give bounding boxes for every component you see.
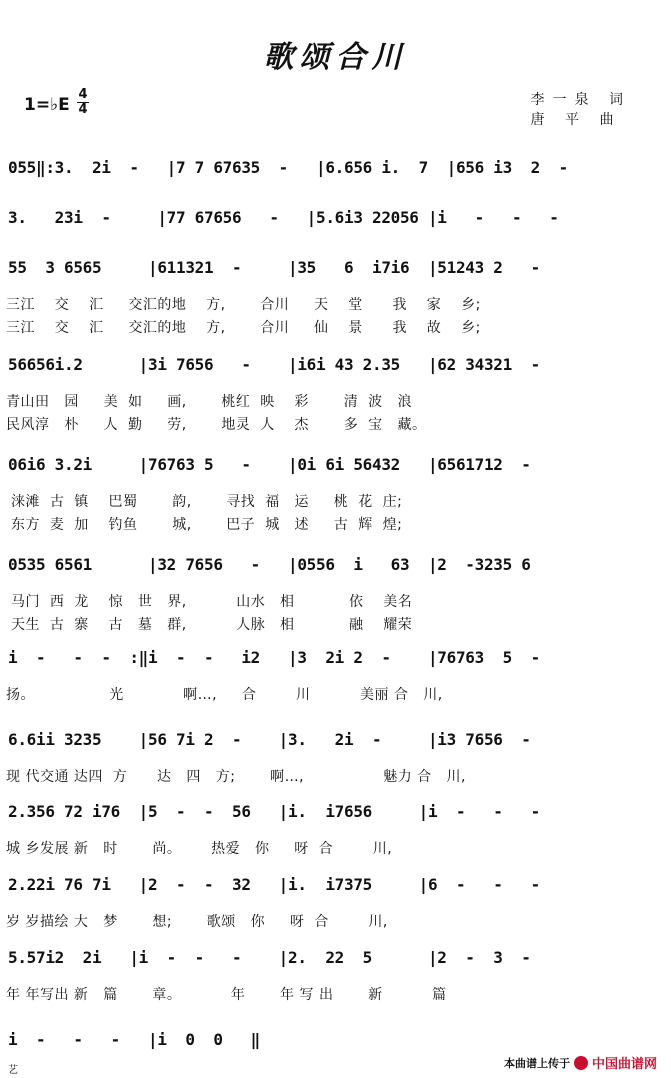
lyric-line: 扬。 光 啊…, 合 川 美丽 合 川, [6,687,443,703]
lyric-line: 现 代交通 达四 方 达 四 方; 啊…, 魅力 合 川, [6,769,466,785]
notation-line: 2.356 72 i76 |5 - - 56 |i. i7656 |i - - - [8,802,540,821]
meter-top: 4 [78,87,88,102]
notation-line: 2.22i 76 7i |2 - - 32 |i. i7375 |6 - - - [8,875,540,894]
notation-line: 3. 23i - |77 67656 - |5.6i3 22056 |i - - - [8,208,559,227]
lyric-line: 三江 交 汇 交汇的地 方, 合川 仙 景 我 故 乡; [6,320,481,336]
footer-text: 本曲谱上传于 [503,1056,570,1070]
lyric-line: 年 年写出 新 篇 章。 年 年 写 出 新 篇 [6,987,447,1003]
lyric-line: 城 乡发展 新 时 尚。 热爱 你 呀 合 川, [6,841,393,857]
key-signature: 1=♭E [24,95,70,115]
song-title: 歌颂合川 [263,40,408,75]
notation-line: 06i6 3.2i |76763 5 - |0i 6i 56432 |6561712 - [8,455,531,474]
lyric-line: 三江 交 汇 交汇的地 方, 合川 天 堂 我 家 乡; [6,297,481,313]
footer-site: 中国曲谱网 [591,1057,657,1072]
lyric-line: 天生 古 寨 古 墓 群, 人脉 相 融 耀荣 [6,617,413,633]
notation-line: i - - - :‖i - - i2 |3 2i 2 - |76763 5 - [8,648,540,667]
lyric-line: 青山田 园 美 如 画, 桃红 映 彩 清 波 浪 [6,394,412,410]
notation-line: 5.57i2 2i |i - - - |2. 22 5 |2 - 3 - [8,948,531,967]
footer [504,1053,657,1072]
lyric-line: 涞滩 古 镇 巴蜀 韵, 寻找 福 运 桃 花 庄; [6,494,403,510]
notation-line: 055‖:3. 2i - |7 7 67635 - |6.656 i. 7 |656 i3 2 - [8,158,568,177]
credits [531,90,631,130]
time-signature [76,88,90,117]
lyric-line: 东方 麦 加 钓鱼 城, 巴子 城 述 古 辉 煌; [6,517,403,533]
notation-line: i - - - |i 0 0 ‖ [8,1030,260,1049]
composer: 唐 平 曲 [530,112,622,128]
lyric-line: 马门 西 龙 惊 世 界, 山水 相 依 美名 [6,594,413,610]
meter-bottom: 4 [78,102,88,117]
lyricist: 李一泉 词 [530,92,631,108]
bottom-mark: 艺 [8,1065,18,1076]
site-logo-icon [574,1056,588,1070]
lyric-line: 岁 岁描绘 大 梦 想; 歌颂 你 呀 合 川, [6,914,388,930]
lyric-line: 民风淳 朴 人 勤 劳, 地灵 人 杰 多 宝 藏。 [6,417,427,433]
notation-line: 6.6ii 3235 |56 7i 2 - |3. 2i - |i3 7656 - [8,730,531,749]
notation-line: 0535 6561 |32 7656 - |0556 i 63 |2 -3235 6 [8,555,531,574]
notation-line: 56656i.2 |3i 7656 - |i6i 43 2.35 |62 34321 - [8,355,540,374]
notation-line: 55 3 6565 |611321 - |35 6 i7i6 |51243 2 - [8,258,540,277]
